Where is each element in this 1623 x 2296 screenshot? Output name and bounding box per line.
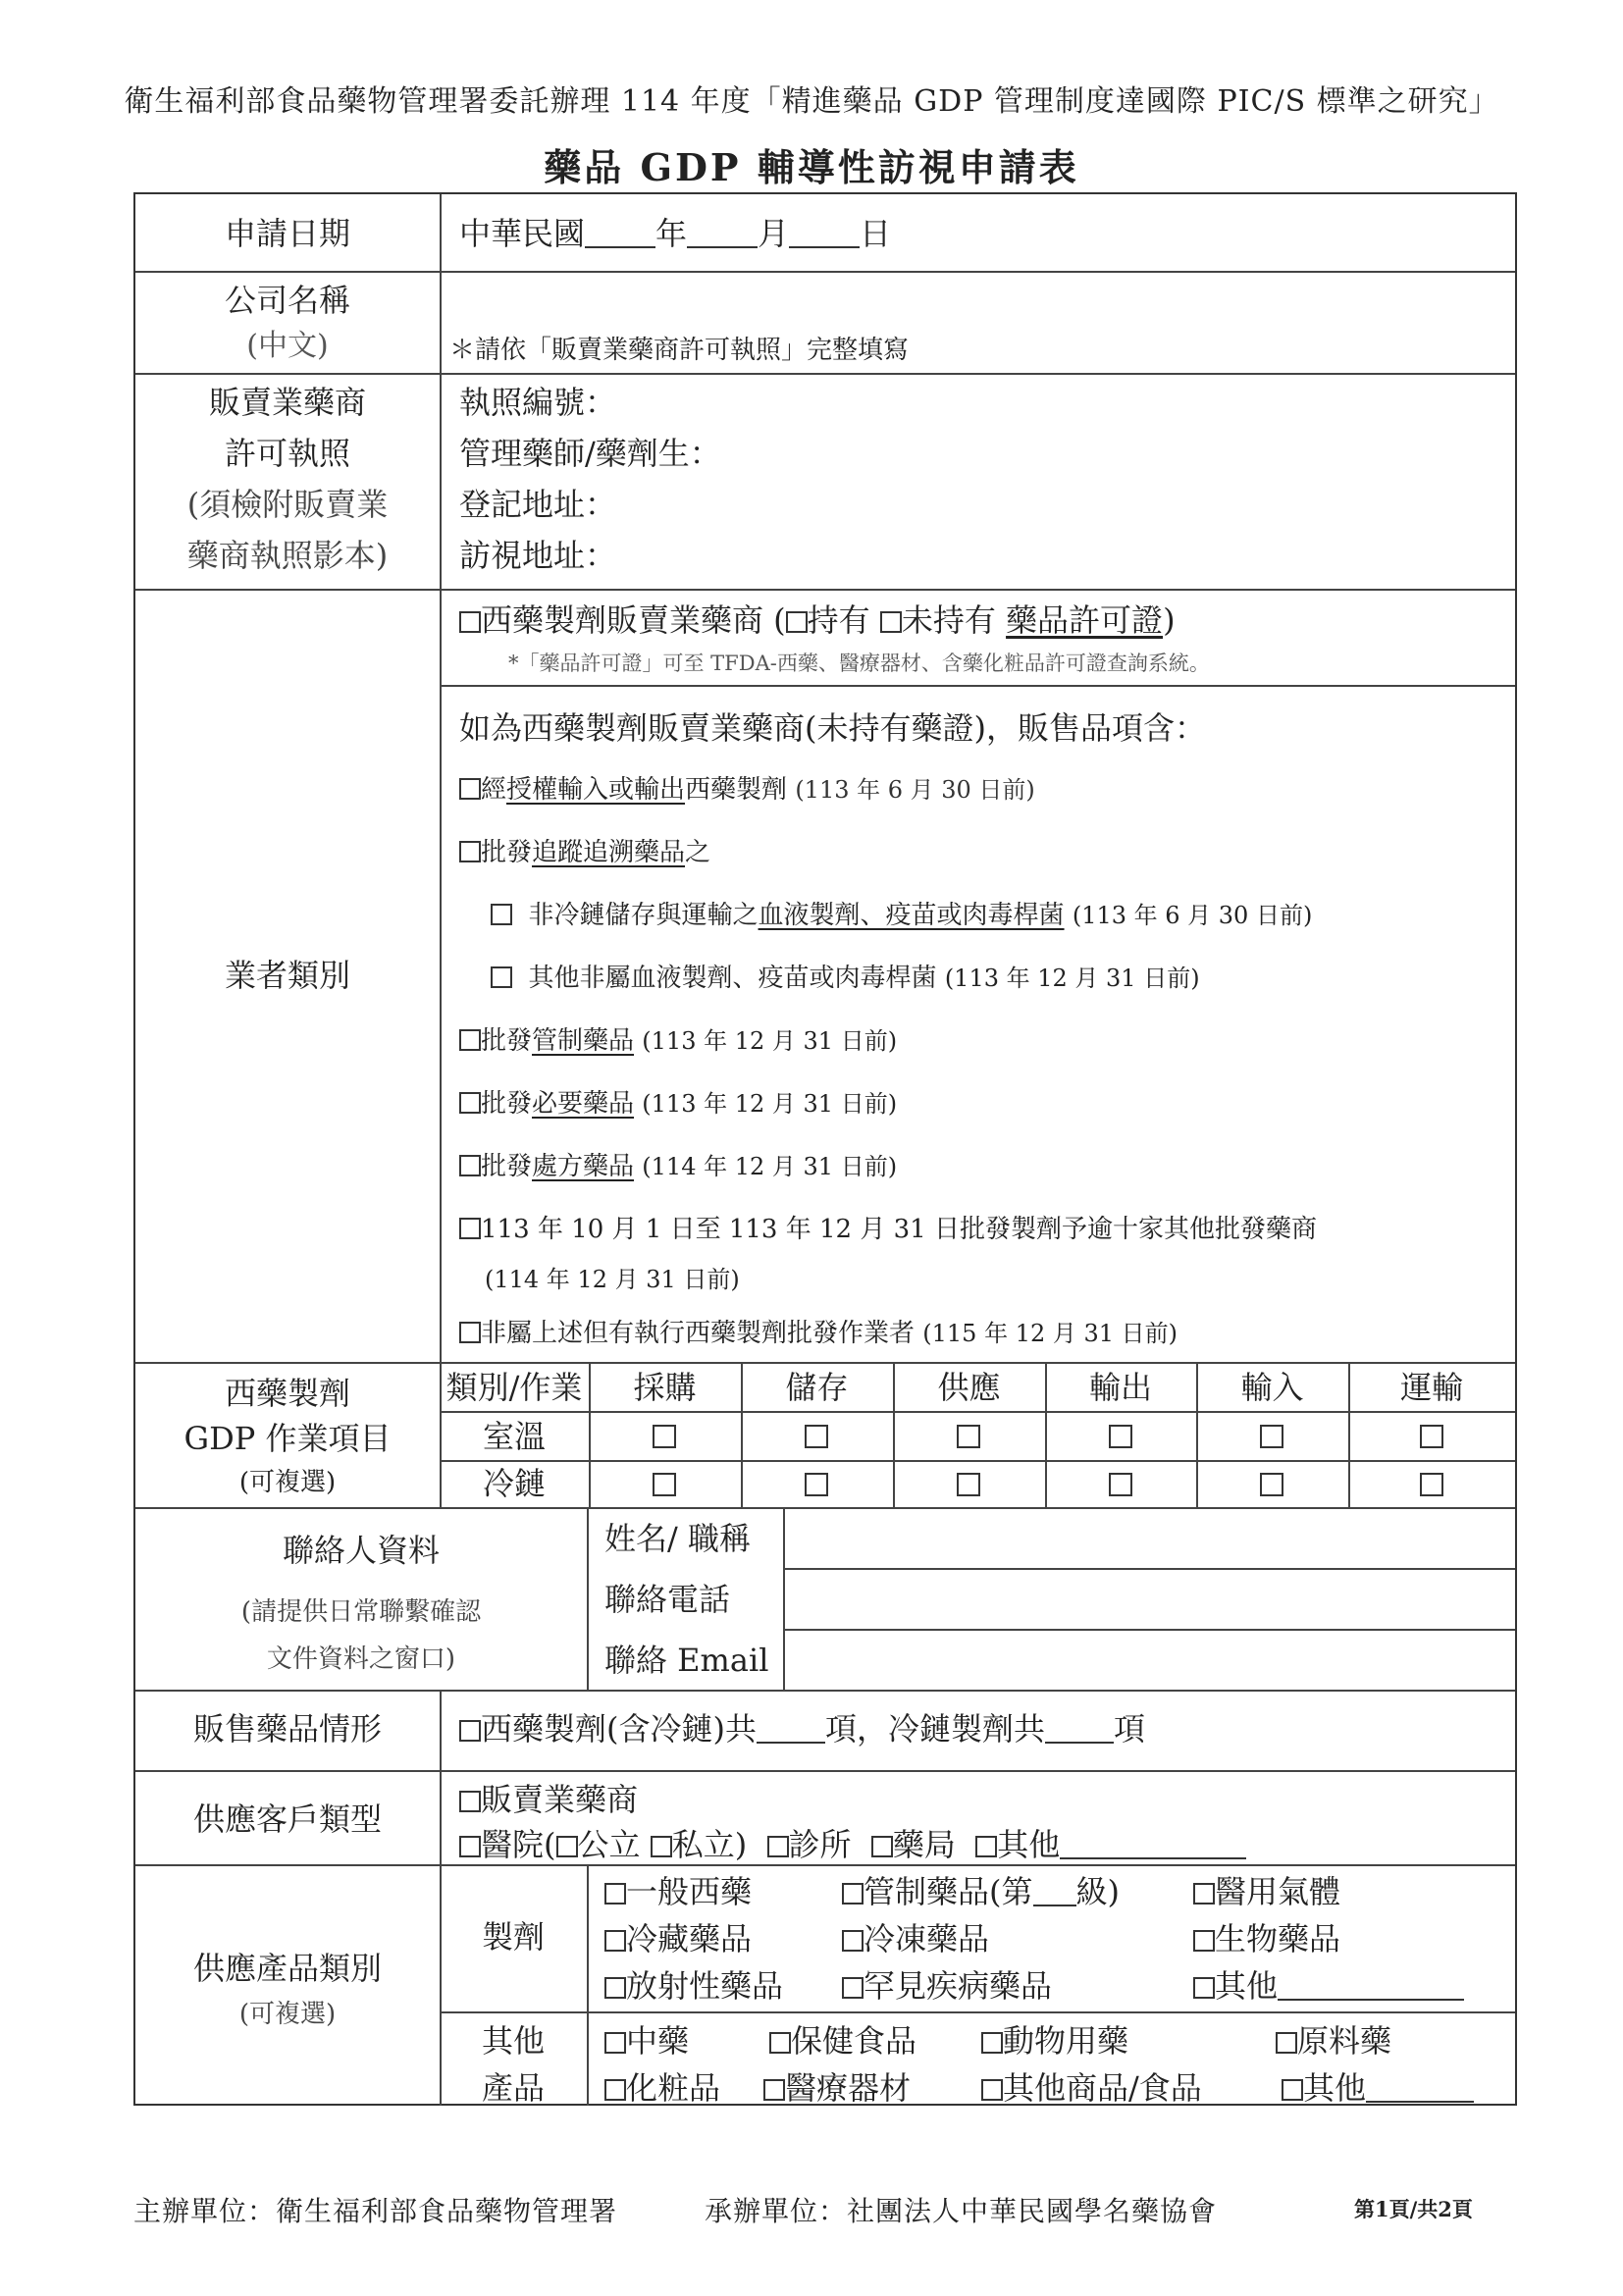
pharmacy-text: 藥局 xyxy=(892,1826,956,1863)
room-temp-purchase-checkbox[interactable] xyxy=(653,1425,676,1448)
o3-text: 動物用藥 xyxy=(1003,2022,1129,2060)
p3-text: 醫用氣體 xyxy=(1215,1873,1341,1910)
i6-a: 批發 xyxy=(481,1089,533,1119)
company-label: 公司名稱 xyxy=(224,282,350,319)
prep-medical-gas xyxy=(1193,1873,1341,1910)
prep-controlled xyxy=(842,1873,1120,1910)
prep-other xyxy=(1193,1967,1464,2005)
company-name-input[interactable] xyxy=(442,273,1515,334)
visit-address-field[interactable]: 訪視地址： xyxy=(459,537,617,574)
other-products-label-1: 其他 xyxy=(481,2022,545,2060)
western-dealer-checkbox[interactable] xyxy=(459,611,481,633)
contact-phone-input[interactable] xyxy=(785,1570,1515,1629)
medical-device-checkbox[interactable] xyxy=(763,2079,785,2101)
i5-a: 批發 xyxy=(481,1026,533,1056)
i2-a: 批發 xyxy=(481,838,533,867)
goods-food-checkbox[interactable] xyxy=(981,2079,1003,2101)
i7-deadline: (114 年 12 月 31 日前) xyxy=(642,1153,898,1180)
p2b-text: 級) xyxy=(1075,1873,1120,1910)
p1-text: 一般西藥 xyxy=(626,1873,753,1910)
gdp-row-room-temp: 室溫 xyxy=(482,1418,546,1455)
contact-sub-1: (請提供日常聯繫確認 xyxy=(240,1597,482,1627)
other-cosmetics xyxy=(604,2069,721,2107)
customer-private-checkbox[interactable] xyxy=(651,1836,672,1857)
date-year: 年 xyxy=(655,215,688,252)
date-prefix: 中華民國 xyxy=(459,215,586,252)
sales-total-input[interactable] xyxy=(757,1716,825,1744)
other-other-checkbox[interactable] xyxy=(1282,2079,1303,2101)
other-products-label-2: 產品 xyxy=(481,2069,545,2107)
o5-text: 化粧品 xyxy=(626,2069,721,2107)
item-prescription xyxy=(459,1154,897,1179)
cold-chain-supply-checkbox[interactable] xyxy=(957,1473,980,1496)
radioactive-checkbox[interactable] xyxy=(604,1977,626,1999)
footer-executor: 承辦單位：社團法人中華民國學名藥協會 xyxy=(705,2195,1218,2227)
room-temp-import-checkbox[interactable] xyxy=(1260,1425,1283,1448)
apply-date-field[interactable] xyxy=(459,215,892,252)
o2-text: 保健食品 xyxy=(791,2022,917,2060)
general-western-checkbox[interactable] xyxy=(604,1883,626,1905)
company-note: ＊請依「販賣業藥商許可執照」完整填寫 xyxy=(449,336,910,365)
gdp-label-3: (可複選) xyxy=(238,1468,337,1497)
customer-public-checkbox[interactable] xyxy=(556,1836,578,1857)
import-export-checkbox[interactable] xyxy=(459,778,481,800)
room-temp-transport-checkbox[interactable] xyxy=(1420,1425,1443,1448)
document-header: 衛生福利部食品藥物管理署委託辦理 114 年度「精進藥品 GDP 管理制度達國際 PIC/S 標準之研究」 xyxy=(124,84,1499,119)
contact-sub-2: 文件資料之窗口) xyxy=(266,1644,456,1674)
cold-chain-storage-checkbox[interactable] xyxy=(805,1473,828,1496)
i8-deadline: (114 年 12 月 31 日前) xyxy=(485,1266,740,1293)
prep-other-checkbox[interactable] xyxy=(1193,1977,1215,1999)
i1-deadline: (113 年 6 月 30 日前) xyxy=(795,776,1035,804)
medical-gas-checkbox[interactable] xyxy=(1193,1883,1215,1905)
cold-chain-purchase-checkbox[interactable] xyxy=(653,1473,676,1496)
i8-text: 113 年 10 月 1 日至 113 年 12 月 31 日批發製劑予逾十家其他批發藥商 xyxy=(481,1215,1317,1244)
date-day: 日 xyxy=(860,215,892,252)
prep-rare-disease xyxy=(842,1967,1053,2005)
category-western-drug-dealer xyxy=(459,601,1176,639)
item-non-cold-chain xyxy=(491,903,1312,928)
o8-text: 其他 xyxy=(1303,2069,1367,2107)
i1-a: 經 xyxy=(481,775,507,805)
gdp-label-1: 西藥製劑 xyxy=(224,1375,350,1412)
o7-text: 其他商品/食品 xyxy=(1003,2069,1202,2107)
prep-other-input[interactable] xyxy=(1278,1973,1464,2001)
license-label-3: (須檢附販賣業 xyxy=(186,486,389,523)
i1-b: 西藥製劑 xyxy=(685,775,788,805)
products-label: 供應產品類別 xyxy=(192,1950,382,1987)
sales-label: 販售藥品情形 xyxy=(192,1710,382,1748)
permit-not-held-text: 未持有 xyxy=(901,601,996,639)
sales-b: 項，冷鏈製劑共 xyxy=(824,1710,1045,1748)
prep-label: 製劑 xyxy=(481,1918,545,1956)
products-sub: (可複選) xyxy=(238,2000,337,2029)
room-temp-supply-checkbox[interactable] xyxy=(957,1425,980,1448)
gdp-col-storage: 儲存 xyxy=(785,1369,849,1406)
customer-pharmacy-checkbox[interactable] xyxy=(871,1836,893,1857)
public-text: 公立 xyxy=(577,1826,641,1863)
contact-name-input[interactable] xyxy=(785,1509,1515,1568)
apply-date-label: 申請日期 xyxy=(224,215,350,252)
p7-text: 放射性藥品 xyxy=(626,1967,784,2005)
customer-row-2 xyxy=(459,1826,1246,1863)
license-label-4: 藥商執照影本) xyxy=(186,537,389,574)
item-over-ten-dealers xyxy=(459,1217,1317,1242)
cosmetics-checkbox[interactable] xyxy=(604,2079,626,2101)
western-dealer-text: 西藥製劑販賣業藥商 ( xyxy=(481,601,786,639)
prep-controlled-checkbox[interactable] xyxy=(842,1883,864,1905)
customer-dealer xyxy=(459,1781,639,1818)
i7-a: 批發 xyxy=(481,1152,533,1181)
i5-deadline: (113 年 12 月 31 日前) xyxy=(642,1027,898,1055)
other-non-blood-checkbox[interactable] xyxy=(491,966,512,988)
other-other xyxy=(1282,2069,1474,2107)
license-label-2: 許可執照 xyxy=(224,435,350,472)
i4-deadline: (113 年 12 月 31 日前) xyxy=(944,965,1200,992)
other-chinese-medicine xyxy=(604,2022,690,2060)
cold-chain-import-checkbox[interactable] xyxy=(1260,1473,1283,1496)
customer-dealer-text: 販賣業藥商 xyxy=(481,1781,639,1818)
prep-biological xyxy=(1193,1920,1341,1957)
other-goods-food xyxy=(981,2069,1202,2107)
other-other-input[interactable] xyxy=(1366,2075,1474,2103)
category-label: 業者類別 xyxy=(224,957,350,994)
item-controlled xyxy=(459,1028,897,1054)
permit-end: ) xyxy=(1163,601,1176,639)
permit-held-checkbox[interactable] xyxy=(786,611,808,633)
contact-phone-label: 聯絡電話 xyxy=(604,1581,731,1618)
permit-note: *「藥品許可證」可至 TFDA-西藥、醫療器材、含藥化粧品許可證查詢系統。 xyxy=(508,652,1210,675)
other-health-food xyxy=(769,2022,917,2060)
permit-text: 藥品許可證 xyxy=(1006,601,1164,639)
i7-u: 處方藥品 xyxy=(532,1152,635,1181)
sales-western-checkbox[interactable] xyxy=(459,1720,481,1742)
gdp-label-2: GDP 作業項目 xyxy=(183,1420,392,1457)
footer-organizer: 主辦單位：衛生福利部食品藥物管理署 xyxy=(133,2195,618,2227)
health-food-checkbox[interactable] xyxy=(769,2032,791,2054)
gdp-col-import: 輸入 xyxy=(1240,1369,1304,1406)
frozen-checkbox[interactable] xyxy=(842,1930,864,1952)
traceable-checkbox[interactable] xyxy=(459,841,481,862)
prep-row-1 xyxy=(604,1873,753,1910)
item-traceable xyxy=(459,840,710,865)
category-intro: 如為西藥製劑販賣業藥商(未持有藥證)，販售品項含： xyxy=(459,709,1206,747)
form-title: 藥品 GDP 輔導性訪視申請表 xyxy=(544,145,1079,189)
i6-deadline: (113 年 12 月 31 日前) xyxy=(642,1090,898,1118)
o4-text: 原料藥 xyxy=(1297,2022,1392,2060)
permit-not-held-checkbox[interactable] xyxy=(880,611,902,633)
gdp-col-export: 輸出 xyxy=(1088,1369,1152,1406)
i1-u: 授權輸入或輸出 xyxy=(506,775,686,805)
gdp-corner: 類別/作業 xyxy=(445,1369,583,1406)
registered-address-field[interactable]: 登記地址： xyxy=(459,486,617,523)
i6-u: 必要藥品 xyxy=(532,1089,635,1119)
over-ten-dealers-checkbox[interactable] xyxy=(459,1218,481,1239)
customer-clinic-checkbox[interactable] xyxy=(767,1836,789,1857)
p4-text: 冷藏藥品 xyxy=(626,1920,753,1957)
date-month: 月 xyxy=(758,215,790,252)
prep-radioactive xyxy=(604,1967,784,2005)
i2-u: 追蹤追溯藥品 xyxy=(532,838,686,867)
other-medical-device xyxy=(763,2069,912,2107)
item-other-wholesale xyxy=(459,1321,1178,1346)
page-number: 第1頁/共2頁 xyxy=(1354,2197,1473,2221)
customer-other-text: 其他 xyxy=(997,1826,1061,1863)
prep-frozen xyxy=(842,1920,990,1957)
i5-u: 管制藥品 xyxy=(532,1026,635,1056)
customer-other-input[interactable] xyxy=(1060,1832,1246,1859)
i9-text: 非屬上述但有執行西藥製劑批發作業者 xyxy=(481,1319,916,1348)
controlled-checkbox[interactable] xyxy=(459,1029,481,1051)
chinese-medicine-checkbox[interactable] xyxy=(604,2032,626,2054)
i3-u: 血液製劑、疫苗或肉毒桿菌 xyxy=(758,901,1065,930)
i4-text: 其他非屬血液製劑、疫苗或肉毒桿菌 xyxy=(528,964,937,993)
company-sub: (中文) xyxy=(246,329,329,363)
other-wholesale-checkbox[interactable] xyxy=(459,1322,481,1343)
permit-held-text: 持有 xyxy=(807,601,870,639)
o6-text: 醫療器材 xyxy=(785,2069,912,2107)
prescription-checkbox[interactable] xyxy=(459,1155,481,1176)
p9-text: 其他 xyxy=(1215,1967,1279,2005)
hospital-text: 醫院( xyxy=(481,1826,556,1863)
customer-hospital-checkbox[interactable] xyxy=(459,1836,481,1857)
p6-text: 生物藥品 xyxy=(1215,1920,1341,1957)
gdp-col-transport: 運輸 xyxy=(1399,1369,1463,1406)
contact-name-label: 姓名/ 職稱 xyxy=(604,1520,751,1557)
gdp-col-purchase: 採購 xyxy=(633,1369,697,1406)
application-form xyxy=(133,192,1517,2106)
i3-deadline: (113 年 6 月 30 日前) xyxy=(1072,902,1313,929)
sales-a: 西藥製劑(含冷鏈)共 xyxy=(481,1710,757,1748)
p8-text: 罕見疾病藥品 xyxy=(864,1967,1053,2005)
contact-email-input[interactable] xyxy=(785,1631,1515,1690)
room-temp-export-checkbox[interactable] xyxy=(1109,1425,1132,1448)
sales-field xyxy=(459,1710,1146,1748)
customer-dealer-checkbox[interactable] xyxy=(459,1791,481,1812)
prep-refrigerated xyxy=(604,1920,753,1957)
essential-checkbox[interactable] xyxy=(459,1092,481,1114)
clinic-text: 診所 xyxy=(788,1826,852,1863)
rare-disease-checkbox[interactable] xyxy=(842,1977,864,1999)
veterinary-checkbox[interactable] xyxy=(981,2032,1003,2054)
controlled-grade-input[interactable] xyxy=(1033,1879,1076,1906)
sales-cold-input[interactable] xyxy=(1045,1716,1114,1744)
gdp-row-cold-chain: 冷鏈 xyxy=(482,1465,546,1502)
room-temp-storage-checkbox[interactable] xyxy=(805,1425,828,1448)
p2a-text: 管制藥品(第 xyxy=(864,1873,1033,1910)
license-number-field[interactable]: 執照編號： xyxy=(459,384,617,421)
refrigerated-checkbox[interactable] xyxy=(604,1930,626,1952)
item-essential xyxy=(459,1091,897,1117)
license-label-1: 販賣業藥商 xyxy=(208,384,366,421)
pharmacist-field[interactable]: 管理藥師/藥劑生： xyxy=(459,435,721,472)
customers-label: 供應客戶類型 xyxy=(192,1800,382,1838)
gdp-col-supply: 供應 xyxy=(937,1369,1001,1406)
private-text: 私立) xyxy=(671,1826,748,1863)
other-veterinary xyxy=(981,2022,1129,2060)
other-api xyxy=(1276,2022,1392,2060)
contact-label: 聯絡人資料 xyxy=(282,1532,440,1569)
contact-email-label: 聯絡 Email xyxy=(604,1642,769,1679)
sales-c: 項 xyxy=(1114,1710,1146,1748)
i9-deadline: (115 年 12 月 31 日前) xyxy=(922,1320,1178,1347)
o1-text: 中藥 xyxy=(626,2022,690,2060)
cold-chain-transport-checkbox[interactable] xyxy=(1420,1473,1443,1496)
item-import-export xyxy=(459,777,1035,803)
customer-other-checkbox[interactable] xyxy=(975,1836,997,1857)
i2-b: 之 xyxy=(685,838,711,867)
cold-chain-export-checkbox[interactable] xyxy=(1109,1473,1132,1496)
biological-checkbox[interactable] xyxy=(1193,1930,1215,1952)
non-cold-chain-checkbox[interactable] xyxy=(491,904,512,925)
api-checkbox[interactable] xyxy=(1276,2032,1297,2054)
i3-a: 非冷鏈儲存與運輸之 xyxy=(528,901,759,930)
item-other-non-blood xyxy=(491,965,1200,991)
p5-text: 冷凍藥品 xyxy=(864,1920,990,1957)
